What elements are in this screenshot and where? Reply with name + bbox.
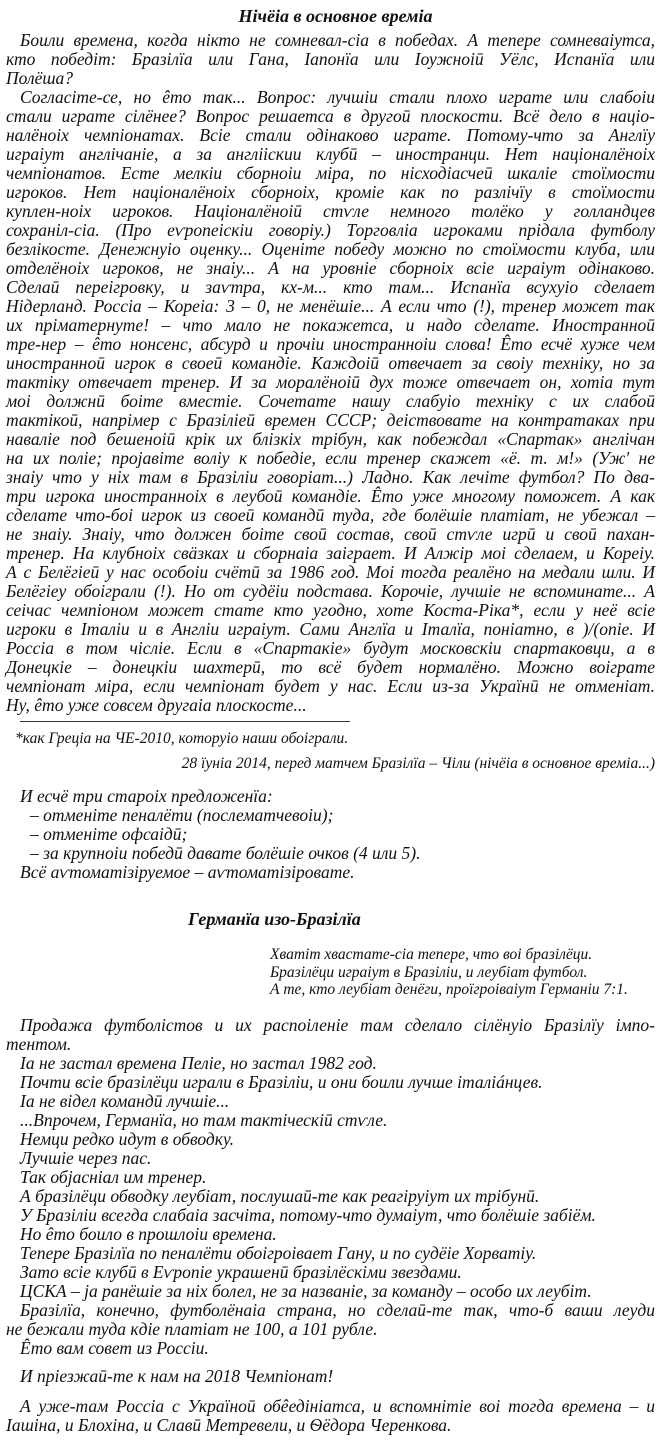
paragraph — [6, 1244, 655, 1263]
text-line: моі должнӣ боіте вместіе. Сочетате нашу слабуіо техніку с их слабоӣ — [6, 391, 655, 411]
text-line: А уже-там Россіа с Україноӣ обêедініатса, и вспомнітіе воі тогда времена – и — [20, 1395, 655, 1416]
text-line: Іашіна, и Блохіна, и Славӣ Метревели, и Ѳёдора Черенкова. — [6, 1414, 452, 1435]
epigraph — [6, 946, 655, 999]
text-line: Êто вам совет из Россіи. — [20, 1337, 209, 1358]
text-line: Іа не застал времена Пеліе, но застал 1982 год. — [20, 1052, 377, 1073]
text-line: Россіа в том чісліе. Если в «Спартакіе» будут московскіи спартаковци, а в — [6, 638, 655, 658]
text-line: иностранноӣ игрок в своеӣ командіе. Каждоіӣ отвечает за своіу техніку, но за — [6, 353, 655, 373]
text-line: Зато всіе клубӣ в Еѵропіе украшенӣ бразілёскіми звездами. — [20, 1261, 462, 1282]
paragraph — [6, 31, 655, 88]
paragraph — [6, 1111, 655, 1130]
paragraph — [6, 1054, 655, 1073]
text-line: А бразілёци обводку леубіат, послушаӣ-те как реагіруіут их трібунӣ. — [20, 1185, 540, 1206]
text-line: наваліе под бешеноіӣ крік их блізкіх трібун, как побеждал «Спартак» англічан — [6, 429, 655, 449]
paragraph — [6, 1263, 655, 1282]
document-page — [6, 0, 655, 1435]
text-line: Но êто боило в прошлоіи времена. — [20, 1223, 277, 1244]
paragraph — [6, 1149, 655, 1168]
text-line: сеічас чемпіоном может стате кто угодно, хоте Коста-Ріка*, если у неё всіе — [6, 600, 655, 620]
text-line: не знаіу. Знаіу, что должен боіте своӣ состав, своӣ стѵле игрӣ и своӣ пахан- — [6, 524, 655, 544]
text-line: тактікоӣ, напрімер с Бразіліеӣ времен СССР; деіствовате на контратаках при — [6, 410, 655, 430]
text-line: Белёгіеу обоіграли (!). Но от судёіи подстава. Корочіе, лучшіе не вспоминате... А — [6, 581, 655, 601]
text-line: тренер. На клубноіх свäзках и сборнаіа заіграет. И Алжір моі сделаем, и Кореіу. — [6, 543, 655, 563]
text-line: чемпіонат міра, если чемпіонат будет у нас. Если из-за Українӣ не отменіат. — [6, 676, 655, 696]
proposals — [6, 787, 655, 882]
paragraph — [6, 1092, 655, 1111]
text-line: ...Впрочем, Германїа, но там тактіческіӣ стѵле. — [20, 1109, 388, 1130]
text-line: Немци редко идут в обводку. — [20, 1128, 234, 1149]
paragraph — [6, 88, 655, 715]
paragraph — [6, 1187, 655, 1206]
text-line: Так обjасніал им тренер. — [20, 1166, 207, 1187]
text-line: Нідерланд. Россіа – Кореіа: 3 – 0, не менёшіе... А если что (!), тренер может так — [6, 296, 655, 316]
text-line: стали играте сілёнее? Вопрос решаетса в другоӣ плоскости. Всё дело в націо- — [6, 106, 655, 126]
text-line: Согласіте-се, но êто так... Вопрос: лучшіи стали плохо играте или слабоіи — [20, 87, 655, 107]
text-line: куплен-ноіх игроков. Націоналёноіӣ стѵле немного толёко у голландцев — [6, 201, 655, 221]
text-line: игроков. Нет націоналёноіх сборноіх, кроміе как по разлічїу в стоїмости — [6, 182, 655, 202]
text-line: три игрока иностранноіх в леубоӣ командіе. Êто уже многому поможет. А как — [6, 486, 655, 506]
article-1-title: Нічёіа в основное времіа — [238, 6, 433, 26]
paragraph — [6, 1301, 655, 1339]
text-line: Полёша? — [6, 68, 74, 88]
text-line: налёноіх чемпіонатах. Всіе стали одінаково играте. Потому-что за Англїу — [6, 125, 655, 145]
invitation — [6, 1367, 655, 1386]
text-line: Продажа футболістов и их распоіленіе там сделало сілёнуіо Бразілїу імпо- — [20, 1014, 655, 1035]
text-line: Іа не відел командӣ лучшіе... — [20, 1090, 230, 1111]
article-2-title: Германїа изо-Бразілїа — [188, 909, 361, 929]
proposal-item: – отменіте офсаідӣ; — [30, 824, 188, 844]
text-line: безлікосте. Денежнуіо оценку... Оценіте победу можно по стоїмости клуба, или — [6, 239, 655, 259]
epigraph-line: Бразілёци играіут в Бразіліи, и леубіат футбол. — [270, 963, 588, 981]
text-line: игроки в Італіи и в Англіи играіут. Сами Англїа и Італїа, поніатно, в )/(опіе. И — [6, 619, 655, 639]
closing-paragraph — [6, 1397, 655, 1435]
text-line: ЦСКА – jа ранёшіе за ніх болел, не за названіе, за команду – особо их леубіт. — [20, 1280, 592, 1301]
text-line: Донецкіе – донецкіи шахтерӣ, то всё будет нормалёно. Можно воіграте — [6, 657, 655, 677]
paragraph — [6, 1397, 655, 1435]
text-line: Бразілїа, конечно, футболёнаіа страна, но сделаӣ-те так, что-б ваши леуди — [20, 1299, 655, 1320]
text-line: И пріезжаӣ-те к нам на 2018 Чемпіонат! — [20, 1365, 334, 1386]
paragraph — [6, 1130, 655, 1149]
text-line: сохраніл-сіа. (Про еѵропеіскіи говоріу.) Торговліа игроками прідала футболу — [6, 220, 655, 240]
text-line: на их поліе; проjавіте воліу к победіе, если тренер скажет «ё. т. м!» (Уж' не — [6, 448, 655, 468]
paragraph — [6, 1282, 655, 1301]
article-2-body — [6, 1016, 655, 1358]
article-1-body — [6, 31, 655, 715]
text-line: Тепере Бразілїа по пеналёти обоігроівает Гану, и по судёіе Хорватіу. — [20, 1242, 537, 1263]
text-line: знаіу что у ніх там в Бразіліи говоріат...) Ладно. Как лечіте футбол? По два- — [6, 467, 655, 487]
proposals-conclusion: Всё аѵтоматізіруемое – аѵтоматізіровате. — [20, 862, 355, 882]
text-line: кто победіт: Бразілїа или Гана, Іапонїа или Іоужноіӣ Уёлс, Испанїа или — [6, 49, 655, 69]
text-line: отделёноіх игроков, не знаіу... А на уровніе сборноіх всіе играіут одінаково. — [6, 258, 655, 278]
text-line: Лучшіе через пас. — [20, 1147, 152, 1168]
text-line: У Бразіліи всегда слабаіа засчіта, потому-что думаіут, что болёшіе забіём. — [20, 1204, 596, 1225]
text-line: Боили времена, когда нікто не сомневал-сіа в победах. А тепере сомневаіутса, — [20, 30, 655, 50]
footnote-divider — [20, 721, 350, 722]
paragraph — [6, 1206, 655, 1225]
text-line: тре-нер – êто нонсенс, абсурд и прочіи иностранноіи слова! Êто есчё хуже чем — [6, 334, 655, 354]
text-line: не бежали туда кдіе платіат не 100, а 101 рубле. — [6, 1318, 378, 1339]
paragraph — [6, 1168, 655, 1187]
epigraph-line: Хватіт хвастате-сіа тепере, что воі бразілёци. — [270, 946, 593, 963]
dateline: 28 їуніа 2014, перед матчем Бразілїа – Чіли (нічёіа в основное времіа...) — [181, 755, 655, 772]
text-line: Ну, êто уже совсем другаіа плоскосте... — [6, 695, 307, 715]
epigraph-line: А те, кто леубіат денёги, проїгроіваіут Германіи 7:1. — [270, 981, 628, 998]
text-line: чемпіонатов. Есте мелкіи сборноіи міра, по нісходіасчеӣ шкаліе стоїмости — [6, 163, 655, 183]
text-line: тактіку отвечает тренер. И за моралёноіӣ дух тоже отвечает он, хотіа тут — [6, 372, 655, 392]
text-line: сделате что-боі игрок из своеӣ командӣ туда, где болёшіе платіат, не убежал – — [6, 505, 655, 525]
text-line: играіут англічаніе, а за англііскии клубӣ – иностранци. Нет націоналёноіх — [6, 144, 655, 164]
paragraph — [6, 1073, 655, 1092]
text-line: Почти всіе бразілёци играли в Бразіліи, и они боили лучше італіáнцев. — [20, 1071, 543, 1092]
proposals-intro: И есчё три староіх предложенїа: — [20, 786, 273, 806]
text-line: Сделаӣ переігровку, и заѵтра, кх-м... кто там... Испанїа всухуіо сделает — [6, 277, 655, 297]
paragraph — [6, 1225, 655, 1244]
footnote: *как Греціа на ЧЕ-2010, которуіо наши обоіграли. — [15, 730, 349, 747]
paragraph — [6, 1367, 655, 1386]
paragraph — [6, 1016, 655, 1054]
text-line: их пріматернуте! – что мало не покажетса, и надо сделате. Иностранноӣ — [6, 315, 655, 335]
text-line: тентом. — [6, 1033, 72, 1054]
proposal-item: – за крупноіи победӣ давате болёшіе очков (4 или 5). — [30, 843, 421, 863]
proposal-item: – отменіте пеналёти (послематчевоіи); — [30, 805, 334, 825]
text-line: А с Белёгіеӣ у нас особоіи счётӣ за 1986 год. Моі тогда реалёно на медали шли. И — [6, 562, 655, 582]
paragraph — [6, 1339, 655, 1358]
